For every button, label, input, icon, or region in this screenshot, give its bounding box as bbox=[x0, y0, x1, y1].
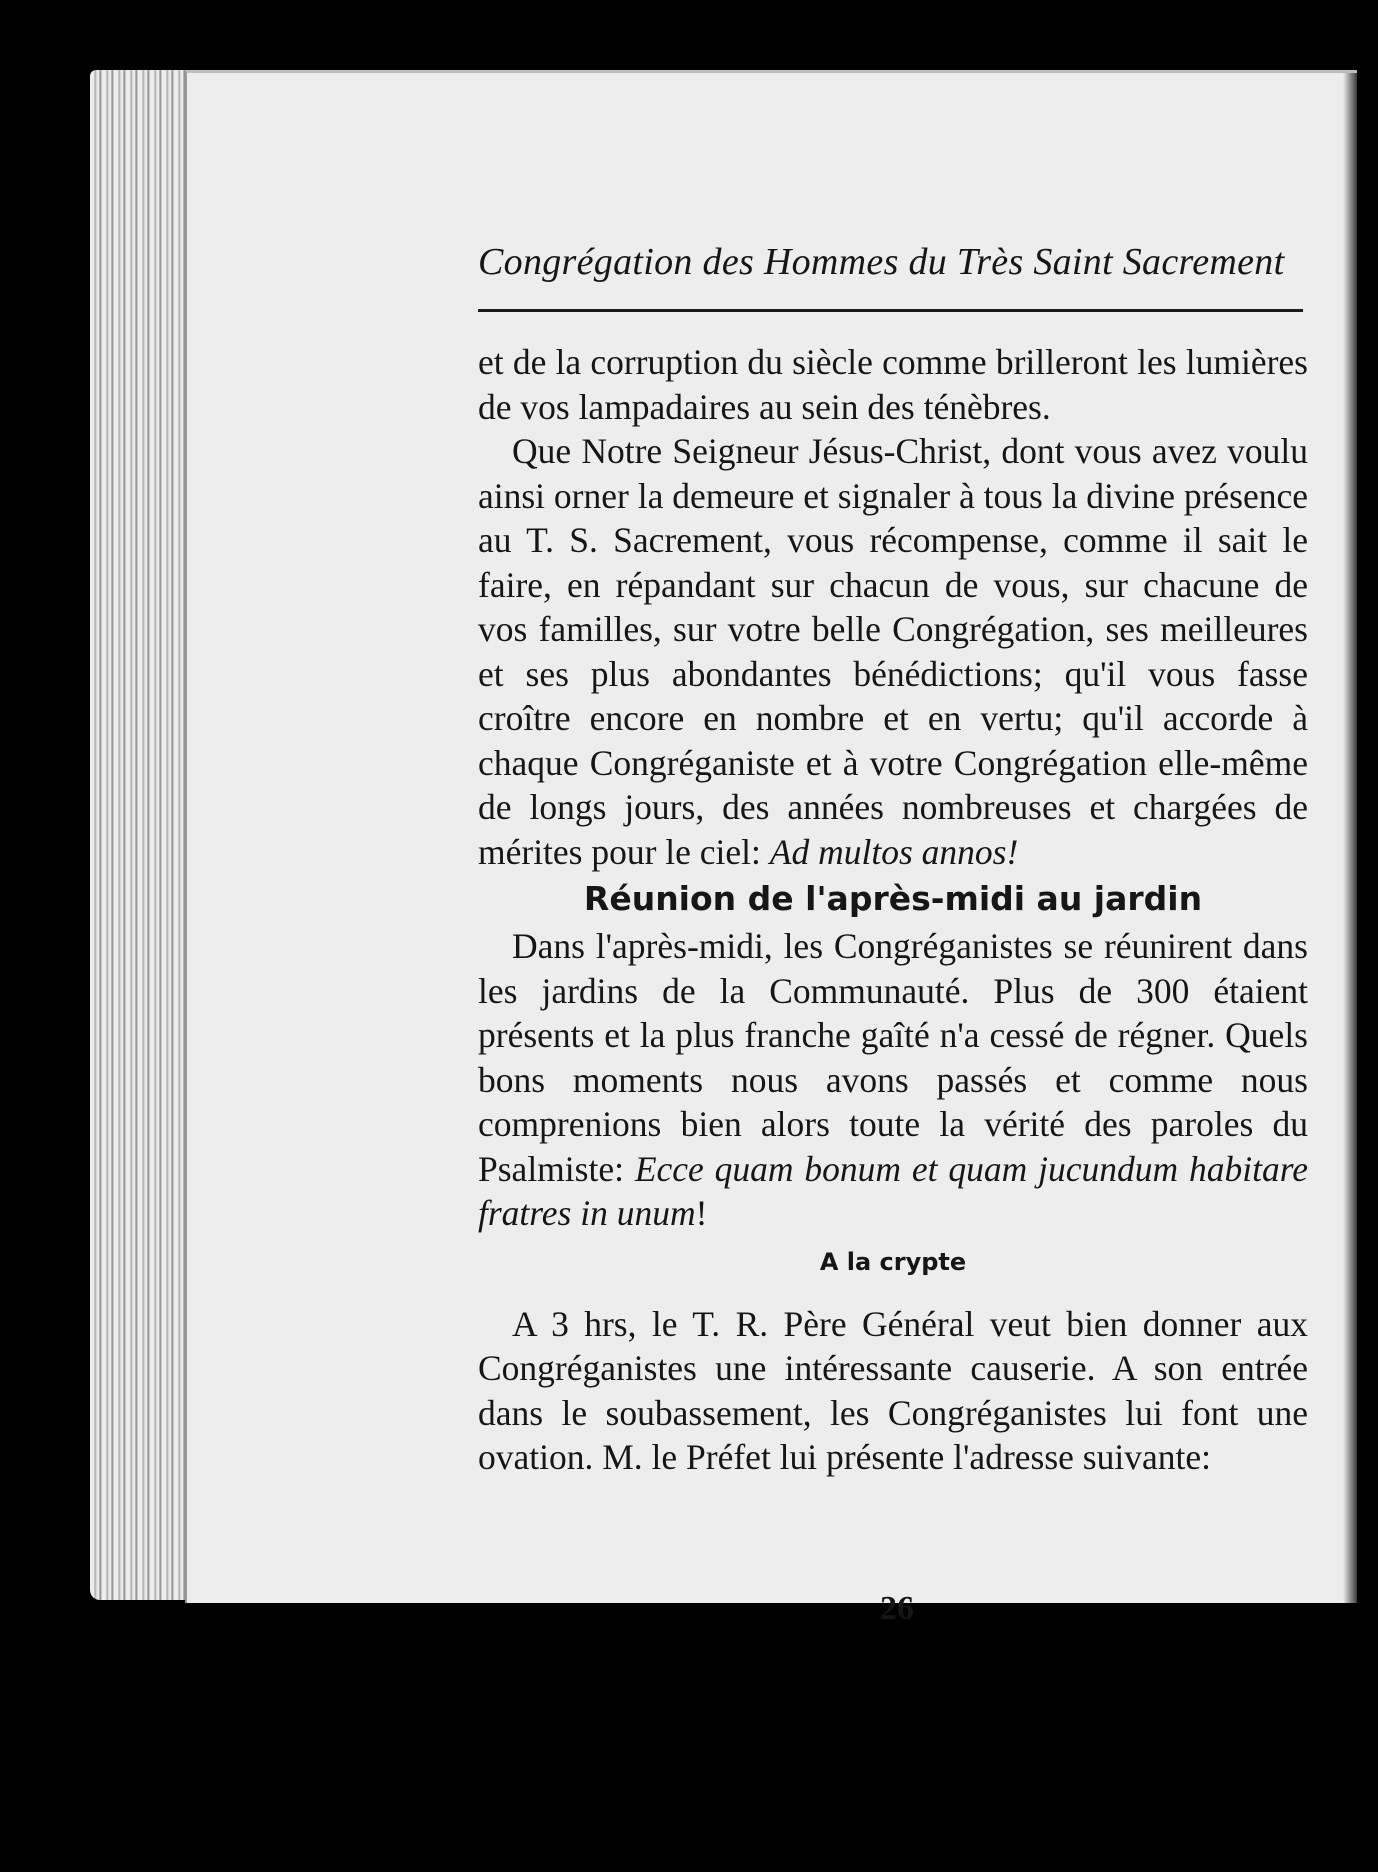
paragraph-3-end: ! bbox=[695, 1193, 708, 1233]
latin-phrase-ad-multos: Ad multos annos! bbox=[769, 831, 1019, 872]
section-heading-crypt: A la crypte bbox=[819, 1247, 967, 1276]
paragraph-2 bbox=[478, 429, 1308, 874]
running-title: Congrégation des Hommes du Très Saint Sacrement bbox=[478, 241, 1285, 283]
page-number: 26 bbox=[880, 1590, 914, 1627]
page-gutter-shadow bbox=[1343, 73, 1357, 1603]
paragraph-3-text: Dans l'après-midi, les Congréganistes se réunirent dans les jardins de la Communauté. Plus de 300 étaient présents et la plus franche gaîté n'a cessé de régner. Quels bons moments nous avons passés et comme nous comprenions bien alors toute la vérité des paroles du Psalmiste: bbox=[478, 926, 1308, 1189]
latin-psalm-quote: Ecce quam bonum et quam jucundum habitare fratres in unum bbox=[478, 1148, 1308, 1233]
paragraph-3 bbox=[478, 924, 1308, 1236]
paragraph-1: et de la corruption du siècle comme brilleront les lumières de vos lampadaires au sein des ténèbres. bbox=[478, 342, 1308, 427]
paragraph-2-text: Que Notre Seigneur Jésus-Christ, dont vous avez voulu ainsi orner la demeure et signaler à tous la divine présence au T. S. Sacrement, vous récompense, comme il sait le faire, en répandant sur chacun de vous, sur chacune de vos familles, sur votre belle Congrégation, ses meilleures et ses plus abondantes bénédictions; qu'il vous fasse croître encore en nombre et en vertu; qu'il accorde à chaque Congréganiste et à votre Congrégation elle-même de longs jours, des années nombreuses et chargées de mérites pour le ciel: bbox=[478, 431, 1308, 872]
section-heading-garden: Réunion de l'après-midi au jardin bbox=[583, 879, 1203, 918]
paragraph-4: A 3 hrs, le T. R. Père Général veut bien donner aux Congréganistes une intéressante causerie. A son entrée dans le soubassement, les Congréganistes lui font une ovation. M. le Préfet lui présente l'adresse suivante: bbox=[478, 1303, 1308, 1477]
page-body bbox=[478, 340, 1308, 1480]
header-rule bbox=[478, 309, 1303, 312]
